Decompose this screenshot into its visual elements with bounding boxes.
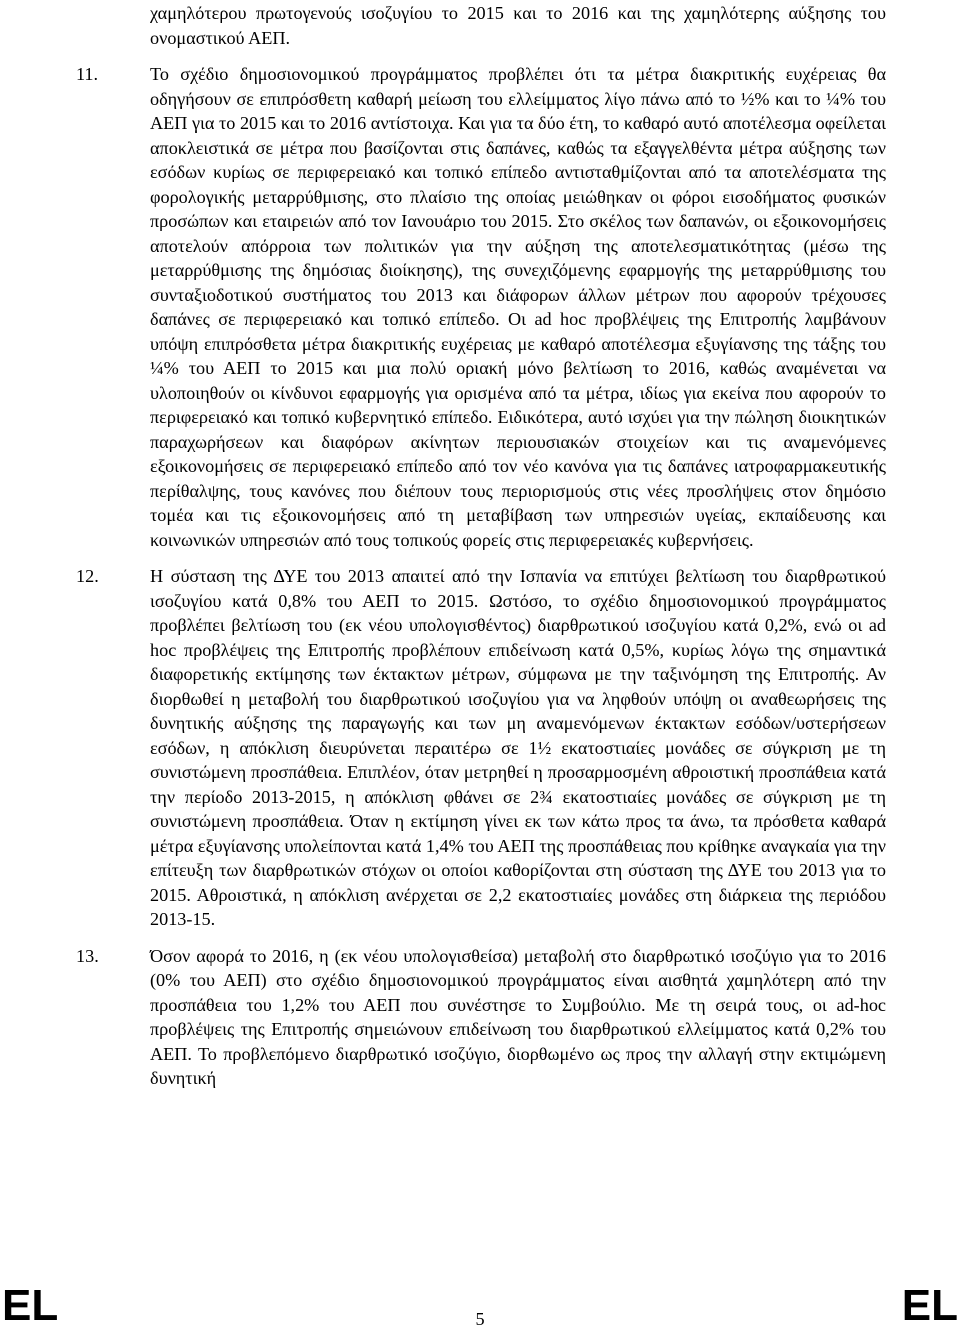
paragraph-text: Η σύσταση της ΔΥΕ του 2013 απαιτεί από την Ισπανία να επιτύχει βελτίωση του διαρθρωτικού ισοζυγίου κατά 0,8% του ΑΕΠ το 2015. Ωστόσο, το σχέδιο δημοσιονομικού προγράμματος προβλέπει βελτίωση του (εκ νέου υπολογισθέντος) διαρθρωτικού ισοζυγίου κατά 0,2%, ενώ οι ad hoc προβλέψεις της Επιτροπής προβλέπουν επιδείνωση κατά 0,5%, κυρίως λόγω της σημαντικά διαφορετικής εκτίμησης των έκτακτων μέτρων, σύμφωνα με την ταξινόμηση της Επιτροπής. Αν διορθωθεί η μεταβολή του διαρθρωτικού ισοζυγίου για να ληφθούν υπόψη οι αναθεωρήσεις της δυνητικής αύξησης της παραγωγής και των μη αναμενόμενων έκτακτων εσόδων/υστερήσεων εσόδων, η απόκλιση διευρύνεται περαιτέρω σε 1½ εκατοστιαίες μονάδες σε σύγκριση με τη συνιστώμενη προσπάθεια. Επιπλέον, όταν μετρηθεί η προσαρμοσμένη αθροιστική προσπάθεια κατά την περίοδο 2013-2015, η απόκλιση φθάνει σε 2¾ εκατοστιαίες μονάδες σε σύγκριση με τη συνιστώμενη προσπάθεια. Όταν η εκτίμηση γίνει εκ των κάτω προς τα άνω, τα πρόσθετα καθαρά μέτρα εξυγίανσης υπολείπονται κατά 1,4% του ΑΕΠ της προσπάθειας που κρίθηκε αναγκαία για την επίτευξη των διαρθρωτικών στόχων οι οποίοι καθορίζονται στη σύσταση της ΔΥΕ του 2013 για το 2015. Αθροιστικά, η απόκλιση ανέρχεται σε 2,2 εκατοστιαίες μονάδες στη διάρκεια της περιόδου 2013-15. [150, 566, 886, 929]
page-number: 5 [475, 1309, 485, 1329]
document-body [76, 0, 886, 1091]
paragraph-number: 13. [76, 945, 99, 966]
footer-language-code-right: EL [901, 1281, 958, 1330]
paragraph-text: Το σχέδιο δημοσιονομικού προγράμματος προβλέπει ότι τα μέτρα διακριτικής ευχέρειας θα οδηγήσουν σε επιπρόσθετη καθαρή μείωση του ελλείμματος λίγο πάνω από το ½% και το ¼% του ΑΕΠ για το 2015 και το 2016 αντίστοιχα. Και για τα δύο έτη, το καθαρό αυτό αποτέλεσμα οφείλεται αποκλειστικά σε μέτρα που βασίζονται στις δαπάνες, καθώς τα εξαγγελθέντα μέτρα αύξησης των εσόδων κυρίως σε περιφερειακό και τοπικό επίπεδο αντισταθμίζονται από τα αποτελέσματα της φορολογικής μεταρρύθμισης, στο πλαίσιο της οποίας μειώθηκαν οι φόροι εισοδήματος φυσικών προσώπων και εταιρειών από τον Ιανουάριο του 2015. Στο σκέλος των δαπανών, οι εξοικονομήσεις αποτελούν απόρροια των πολιτικών για την αύξηση της αποτελεσματικότητας (μέσω της μεταρρύθμισης της δημόσιας διοίκησης), της συνεχιζόμενης εφαρμογής της μεταρρύθμισης του συνταξιοδοτικού συστήματος του 2013 και διάφορων άλλων μέτρων που αφορούν τρέχουσες δαπάνες σε περιφερειακό και τοπικό επίπεδο. Οι ad hoc προβλέψεις της Επιτροπής λαμβάνουν υπόψη επιπρόσθετα μέτρα διακριτικής ευχέρειας με καθαρό αποτέλεσμα εξυγίανσης της τάξης του ¼% του ΑΕΠ το 2015 και μια πολύ οριακή μόνο βελτίωση το 2016, καθώς αναμένεται να υλοποιηθούν οι κίνδυνοι εφαρμογής για ορισμένα από τα μέτρα, ιδίως για εκείνα που αφορούν το περιφερειακό και τοπικό κυβερνητικό επίπεδο. Ειδικότερα, αυτό ισχύει για την πώληση διοικητικών παραχωρήσεων και διαφόρων ακίνητων περιουσιακών στοιχείων και τις αναμενόμενες εξοικονομήσεις σε περιφερειακό επίπεδο από τον νέο κανόνα για τις δαπάνες ιατροφαρμακευτικής περίθαλψης, τους κανόνες που διέπουν τους περιορισμούς στις νέες προσλήψεις στον δημόσιο τομέα και τις εξοικονομήσεις από τη μεταβίβαση των υπηρεσιών υγείας, εκπαίδευσης και κοινωνικών υπηρεσιών από τους τοπικούς φορείς στις περιφερειακές κυβερνήσεις. [150, 64, 886, 550]
numbered-paragraph [76, 564, 886, 932]
footer-language-code-left: EL [2, 1281, 59, 1330]
continuation-paragraph: χαμηλότερου πρωτογενούς ισοζυγίου το 2015 και το 2016 και της χαμηλότερης αύξησης του ονομαστικού ΑΕΠ. [150, 3, 886, 48]
paragraph-number: 12. [76, 566, 99, 586]
paragraph-text: Όσον αφορά το 2016, η (εκ νέου υπολογισθείσα) μεταβολή στο διαρθρωτικό ισοζύγιο για το 2016 (0% του ΑΕΠ) στο σχέδιο δημοσιονομικού προγράμματος είναι αισθητά χαμηλότερη από την προσπάθεια του 1,2% του ΑΕΠ που συνέστησε το Συμβούλιο. Με τη σειρά τους, οι ad-hoc προβλέψεις της Επιτροπής σημειώνουν επιδείνωση του διαρθρωτικού ελλείμματος κατά 0,2% του ΑΕΠ. Το προβλεπόμενο διαρθρωτικό ισοζύγιο, διορθωμένο ως προς την αλλαγή στην εκτιμώμενη δυνητική [150, 945, 886, 1088]
paragraph-number: 11. [76, 64, 99, 84]
numbered-paragraph [76, 944, 886, 1091]
numbered-paragraph [76, 62, 886, 552]
